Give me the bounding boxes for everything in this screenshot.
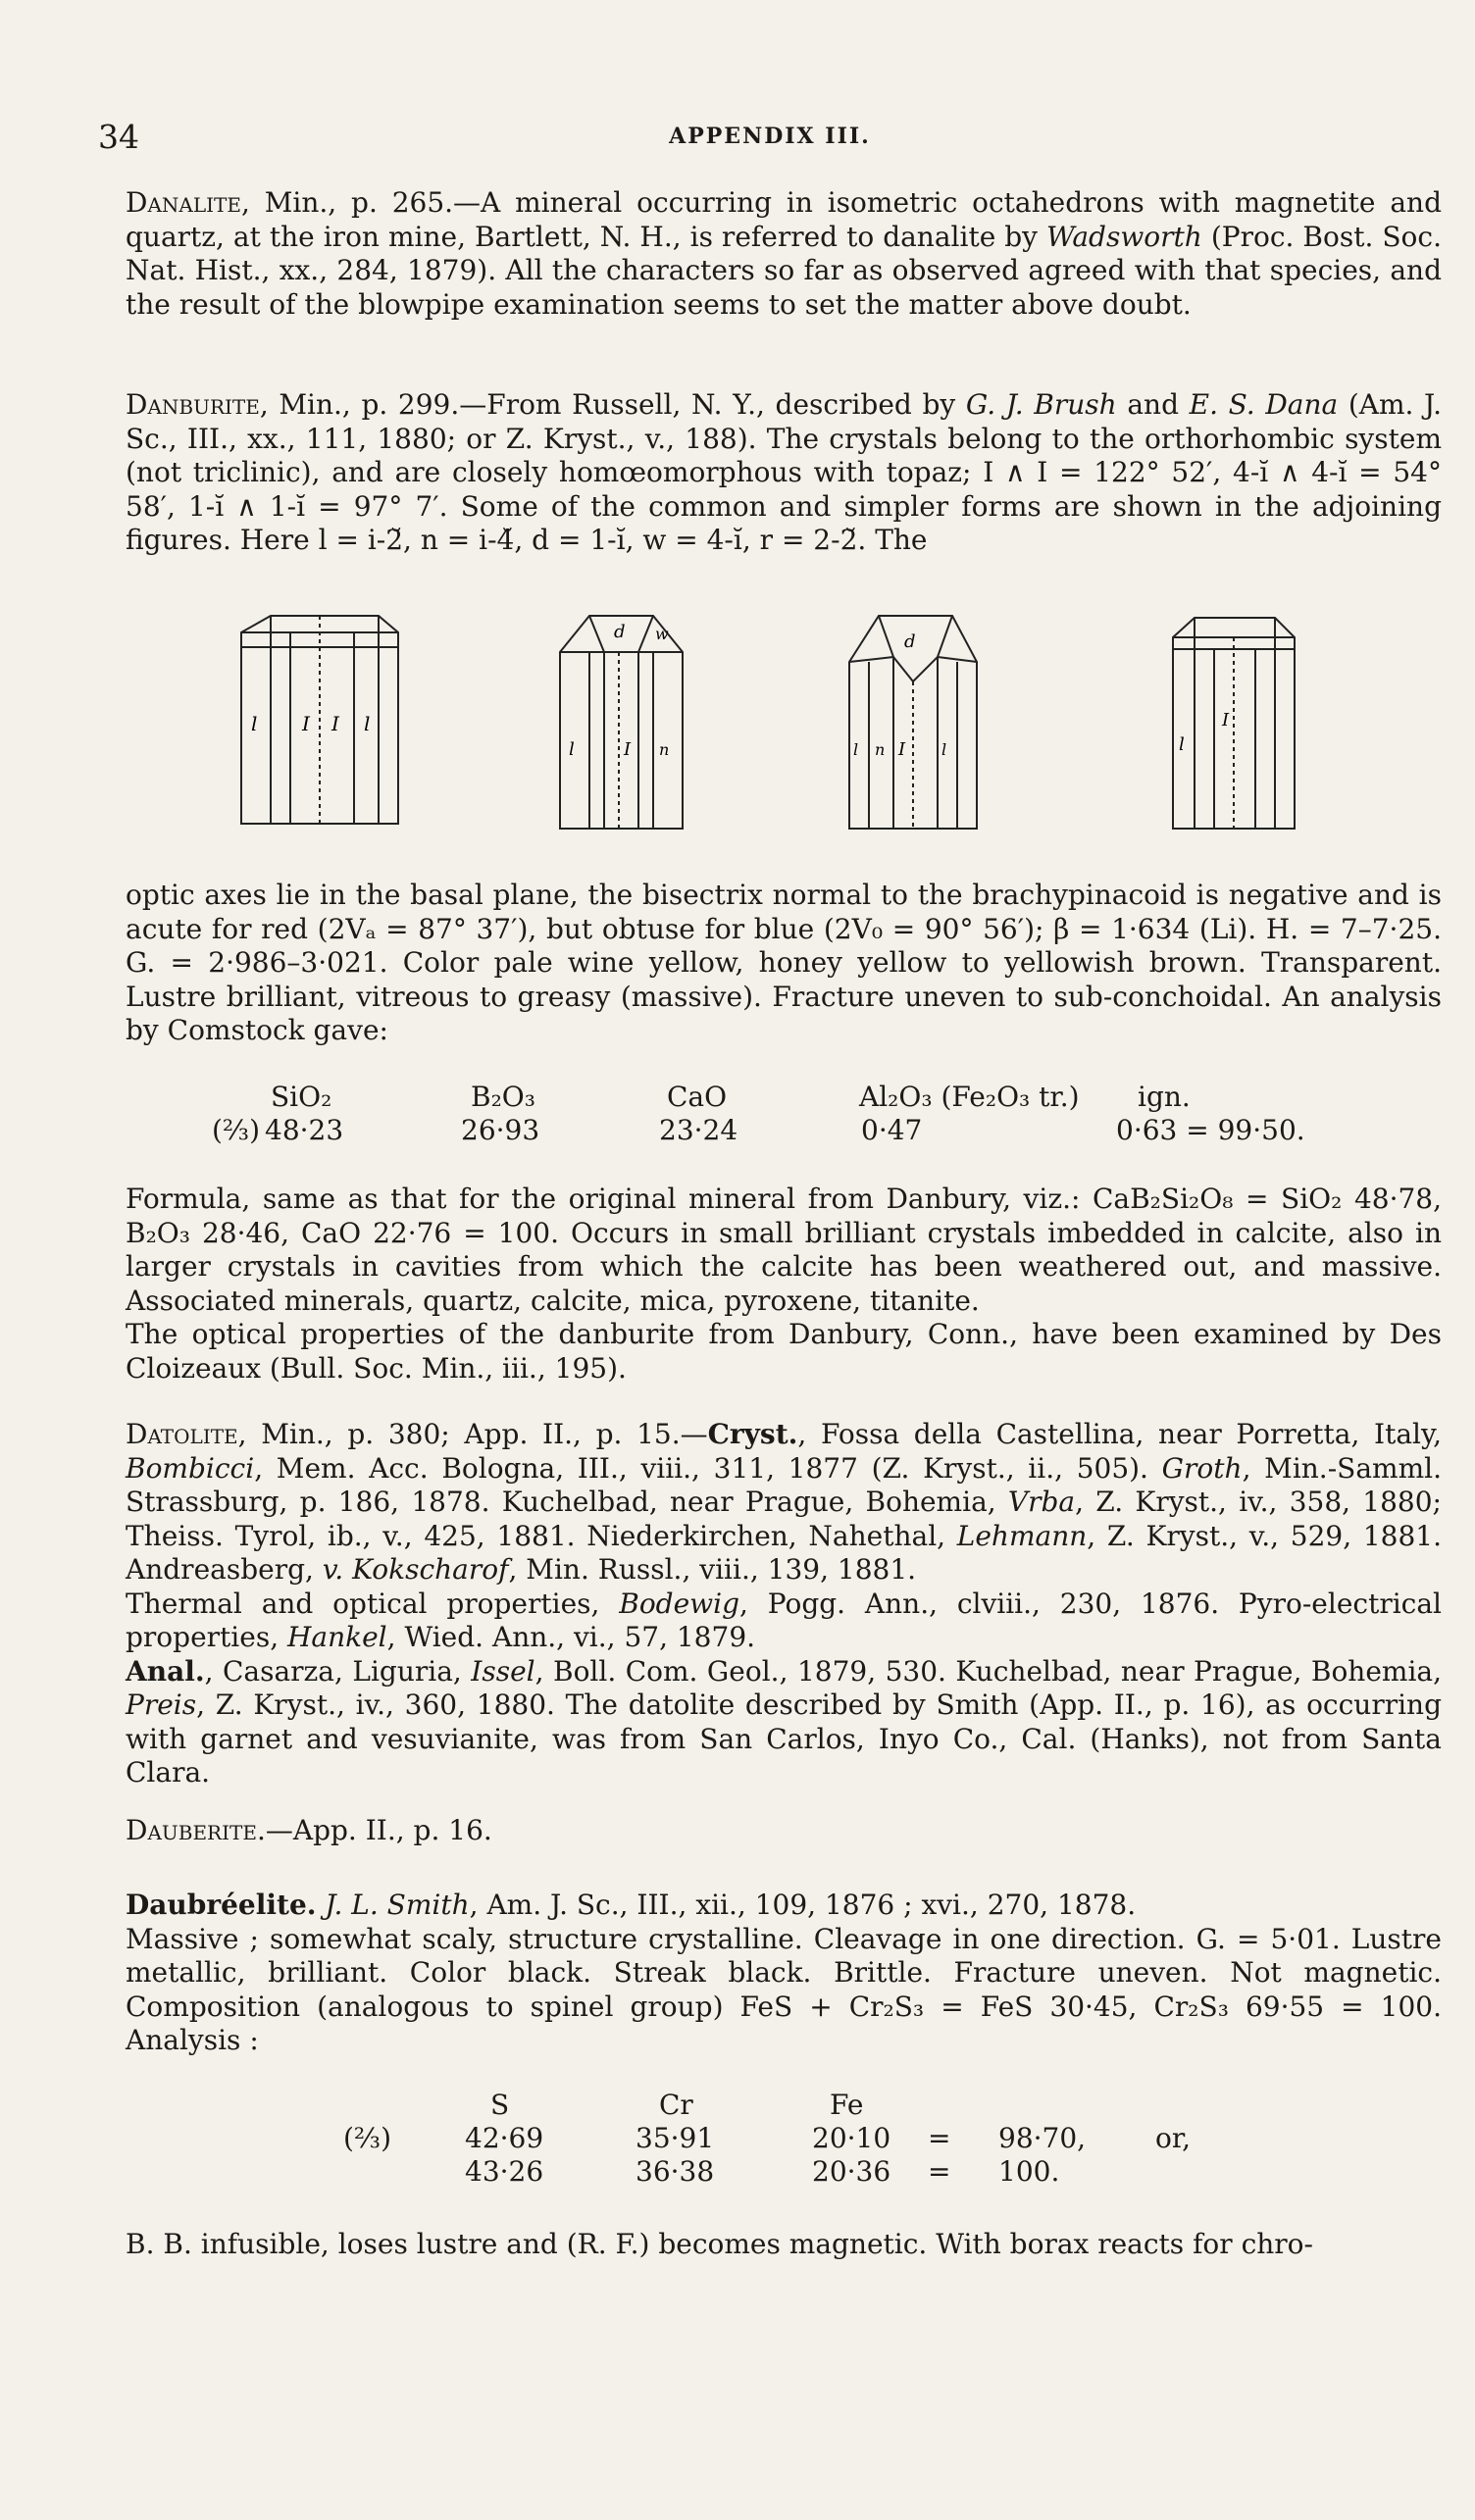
danburite-analysis-table bbox=[126, 1081, 1442, 1147]
table-cell: (⅔) bbox=[212, 1114, 260, 1146]
entry-text: .—App. II., p. 16. bbox=[256, 1814, 492, 1846]
table-cell: 98·70, bbox=[998, 2122, 1087, 2154]
fig-label: l bbox=[569, 739, 575, 760]
fig-label: l bbox=[251, 712, 258, 735]
fig-label: l bbox=[1179, 734, 1185, 755]
table-cell: 43·26 bbox=[465, 2155, 544, 2188]
author-name: G. J. Brush bbox=[965, 388, 1117, 421]
author-name: Bombicci bbox=[126, 1451, 255, 1485]
page-number: 34 bbox=[98, 118, 139, 156]
entry-danburite-formula bbox=[126, 1183, 1442, 1386]
author-name: v. Kokscharof bbox=[322, 1553, 509, 1586]
entry-text: , Z. Kryst., v., 529, 1881. Andreasberg, bbox=[126, 1519, 1442, 1586]
fig-label: I bbox=[624, 739, 632, 760]
fig-label: I bbox=[898, 739, 906, 760]
entry-text: Formula, same as that for the original mineral from Danbury, viz.: CaB₂Si₂O₈ = SiO₂ 48·78, B₂O₃ 28·46, CaO 22·76 = 100. Occurs in small brilliant crystals imbedded in calcite, also in larger crystals in cavities from which the calcite has been weathered out, and massive. Associated minerals, quartz, calcite, mica, pyroxene, titanite. bbox=[126, 1183, 1442, 1317]
fig-label: d bbox=[614, 622, 626, 642]
author-name: Groth bbox=[1161, 1451, 1243, 1485]
table-cell: 20·10 bbox=[812, 2122, 891, 2154]
entry-datolite bbox=[126, 1418, 1442, 1790]
entry-text: , Min.-Samml. Strassburg, p. 186, 1878. Kuchelbad, near Prague, Bohemia, bbox=[126, 1451, 1442, 1518]
section-label: Cryst. bbox=[707, 1418, 798, 1450]
table-header: CaO bbox=[667, 1081, 728, 1113]
entry-title: Danburite bbox=[126, 388, 260, 421]
crystal-figure-1 bbox=[231, 608, 408, 833]
entry-text: Massive ; somewhat scaly, structure crystalline. Cleavage in one direction. G. = 5·01. Lustre metallic, brilliant. Color black. Streak black. Brittle. Fracture uneven. Not magnetic. Composition (analogous to spinel group) FeS + Cr₂S₃ = FeS 30·45, Cr₂S₃ 69·55 = 100. Analysis : bbox=[126, 1922, 1442, 2056]
table-cell: or, bbox=[1155, 2122, 1192, 2154]
author-name: Vrba bbox=[1007, 1486, 1076, 1518]
entry-text: , Z. Kryst., iv., 358, 1880; Theiss. Tyrol, ib., v., 425, 1881. Niederkirchen, Nahethal, bbox=[126, 1486, 1442, 1552]
entry-text: Thermal and optical properties, bbox=[126, 1587, 620, 1620]
fig-label: d bbox=[904, 631, 916, 652]
table-cell: 100. bbox=[998, 2155, 1060, 2188]
author-name: Issel bbox=[471, 1654, 535, 1688]
section-label: Anal. bbox=[126, 1654, 205, 1688]
entry-text: , Mem. Acc. Bologna, III., viii., 311, 1877 (Z. Kryst., ii., 505). bbox=[254, 1451, 1162, 1485]
fig-label: n bbox=[875, 740, 886, 759]
fig-label: I bbox=[302, 712, 310, 735]
fig-label: l bbox=[941, 740, 947, 759]
table-cell: 48·23 bbox=[265, 1114, 344, 1146]
daubreelite-analysis-table bbox=[126, 2089, 1442, 2189]
entry-title: Dauberite bbox=[126, 1814, 257, 1846]
entry-danburite-cont bbox=[126, 879, 1442, 1048]
entry-dauberite bbox=[126, 1814, 1442, 1848]
table-cell: = bbox=[928, 2155, 951, 2188]
table-cell: 0·47 bbox=[861, 1114, 923, 1146]
entry-text: (Proc. Bost. Soc. Nat. Hist., xx., 284, 1879). All the characters so far as observed agreed with that species, and the result of the blowpipe examination seems to set the matter above doubt. bbox=[126, 220, 1442, 321]
entry-danburite bbox=[126, 388, 1442, 558]
entry-daubreelite bbox=[126, 1889, 1442, 2058]
table-row bbox=[126, 2155, 1442, 2189]
author-name: Wadsworth bbox=[1046, 220, 1202, 253]
entry-text: The optical properties of the danburite from Danbury, Conn., have been examined by Des Cloizeaux (Bull. Soc. Min., iii., 195). bbox=[126, 1318, 1442, 1385]
table-cell: (⅔) bbox=[343, 2122, 391, 2154]
entry-text: , Min., p. 299.—From Russell, N. Y., described by bbox=[259, 388, 966, 421]
table-cell: = bbox=[928, 2122, 951, 2154]
crystal-figure-3 bbox=[839, 608, 987, 838]
table-cell: 42·69 bbox=[465, 2122, 544, 2154]
entry-text: B. B. infusible, loses lustre and (R. F.) becomes magnetic. With borax reacts for chro- bbox=[126, 2228, 1313, 2260]
entry-text: , Min., p. 380; App. II., p. 15.— bbox=[237, 1418, 708, 1450]
fig-label: w bbox=[655, 625, 669, 643]
entry-title: Daubréelite. bbox=[126, 1889, 317, 1921]
entry-text: , Z. Kryst., iv., 360, 1880. The datolite described by Smith (App. II., p. 16), as occurring with garnet and vesuvianite, was from San Carlos, Inyo Co., Cal. (Hanks), not from Santa Clara. bbox=[126, 1688, 1442, 1789]
table-cell: 20·36 bbox=[812, 2155, 891, 2188]
fig-label: n bbox=[659, 740, 670, 759]
author-name: Preis bbox=[126, 1688, 197, 1721]
fig-label: l bbox=[364, 712, 371, 735]
author-name: J. L. Smith bbox=[325, 1889, 470, 1921]
table-cell: 26·93 bbox=[461, 1114, 540, 1146]
entry-text: , Wied. Ann., vi., 57, 1879. bbox=[386, 1621, 756, 1653]
entry-text: and bbox=[1116, 388, 1190, 421]
fig-label: I bbox=[331, 712, 339, 735]
entry-text: , Boll. Com. Geol., 1879, 530. Kuchelbad, near Prague, Bohemia, bbox=[534, 1654, 1443, 1688]
running-head: APPENDIX III. bbox=[669, 124, 871, 149]
fig-label: I bbox=[1222, 710, 1230, 731]
table-header: SiO₂ bbox=[271, 1081, 332, 1113]
page-header bbox=[98, 118, 1442, 157]
table-header: S bbox=[490, 2089, 510, 2121]
table-header-row bbox=[126, 2089, 1442, 2122]
table-header-row bbox=[126, 1081, 1442, 1114]
entry-daubreelite-cont bbox=[126, 2228, 1442, 2262]
crystal-figure-4 bbox=[1165, 608, 1302, 838]
author-name: Hankel bbox=[287, 1621, 387, 1653]
entry-text: , Fossa della Castellina, near Porretta, Italy, bbox=[797, 1418, 1443, 1450]
entry-text: (Am. J. Sc., III., xx., 111, 1880; or Z. Kryst., v., 188). The crystals belong to the orthorhombic system (not triclinic), and are closely homœomorphous with topaz; I ∧ I = 122° 52′, 4-ĭ ∧ 4-ĭ = 54° 58′, 1-ĭ ∧ 1-ĭ = 97° 7′. Some of the common and simpler forms are shown in the adjoining figures. Here l = i-2̆, n = i-4̆, d = 1-ĭ, w = 4-ĭ, r = 2-2̆. The bbox=[126, 388, 1443, 556]
table-cell: 23·24 bbox=[659, 1114, 738, 1146]
table-row bbox=[126, 1114, 1442, 1147]
entry-title: Datolite bbox=[126, 1418, 238, 1450]
entry-text: , Am. J. Sc., III., xii., 109, 1876 ; xvi., 270, 1878. bbox=[469, 1889, 1137, 1921]
author-name: E. S. Dana bbox=[1189, 388, 1339, 421]
table-cell: 36·38 bbox=[636, 2155, 715, 2188]
table-header: Cr bbox=[659, 2089, 693, 2121]
table-cell: 35·91 bbox=[636, 2122, 715, 2154]
author-name: Lehmann bbox=[956, 1519, 1088, 1552]
crystal-figure-2 bbox=[545, 608, 692, 838]
table-header: ign. bbox=[1138, 1081, 1191, 1113]
entry-text: , Casarza, Liguria, bbox=[204, 1654, 472, 1688]
table-cell: 0·63 = 99·50. bbox=[1116, 1114, 1305, 1146]
table-row bbox=[126, 2122, 1442, 2155]
entry-title: Danalite bbox=[126, 186, 241, 219]
entry-text: , Min. Russl., viii., 139, 1881. bbox=[508, 1553, 917, 1586]
crystal-figures bbox=[126, 608, 1442, 853]
table-header: Fe bbox=[830, 2089, 864, 2121]
table-header: B₂O₃ bbox=[471, 1081, 535, 1113]
fig-label: l bbox=[853, 740, 859, 759]
entry-text: , Pogg. Ann., clviii., 230, 1876. Pyro-electrical properties, bbox=[126, 1587, 1442, 1653]
entry-text: , Min., p. 265.—A mineral occurring in isometric octahedrons with magnetite and quartz, at the iron mine, Bartlett, N. H., is referred to danalite by bbox=[126, 186, 1442, 253]
entry-danalite bbox=[126, 186, 1442, 322]
entry-text: optic axes lie in the basal plane, the bisectrix normal to the brachypinacoid is negative and is acute for red (2Vₐ = 87° 37′), but obtuse for blue (2V₀ = 90° 56′); β = 1·634 (Li). H. = 7–7·25. G. = 2·986–3·021. Color pale wine yellow, honey yellow to yellowish brown. Transparent. Lustre brilliant, vitreous to greasy (massive). Fracture uneven to sub-conchoidal. An analysis by Comstock gave: bbox=[126, 879, 1442, 1046]
table-header: Al₂O₃ (Fe₂O₃ tr.) bbox=[859, 1081, 1080, 1113]
author-name: Bodewig bbox=[619, 1587, 740, 1620]
